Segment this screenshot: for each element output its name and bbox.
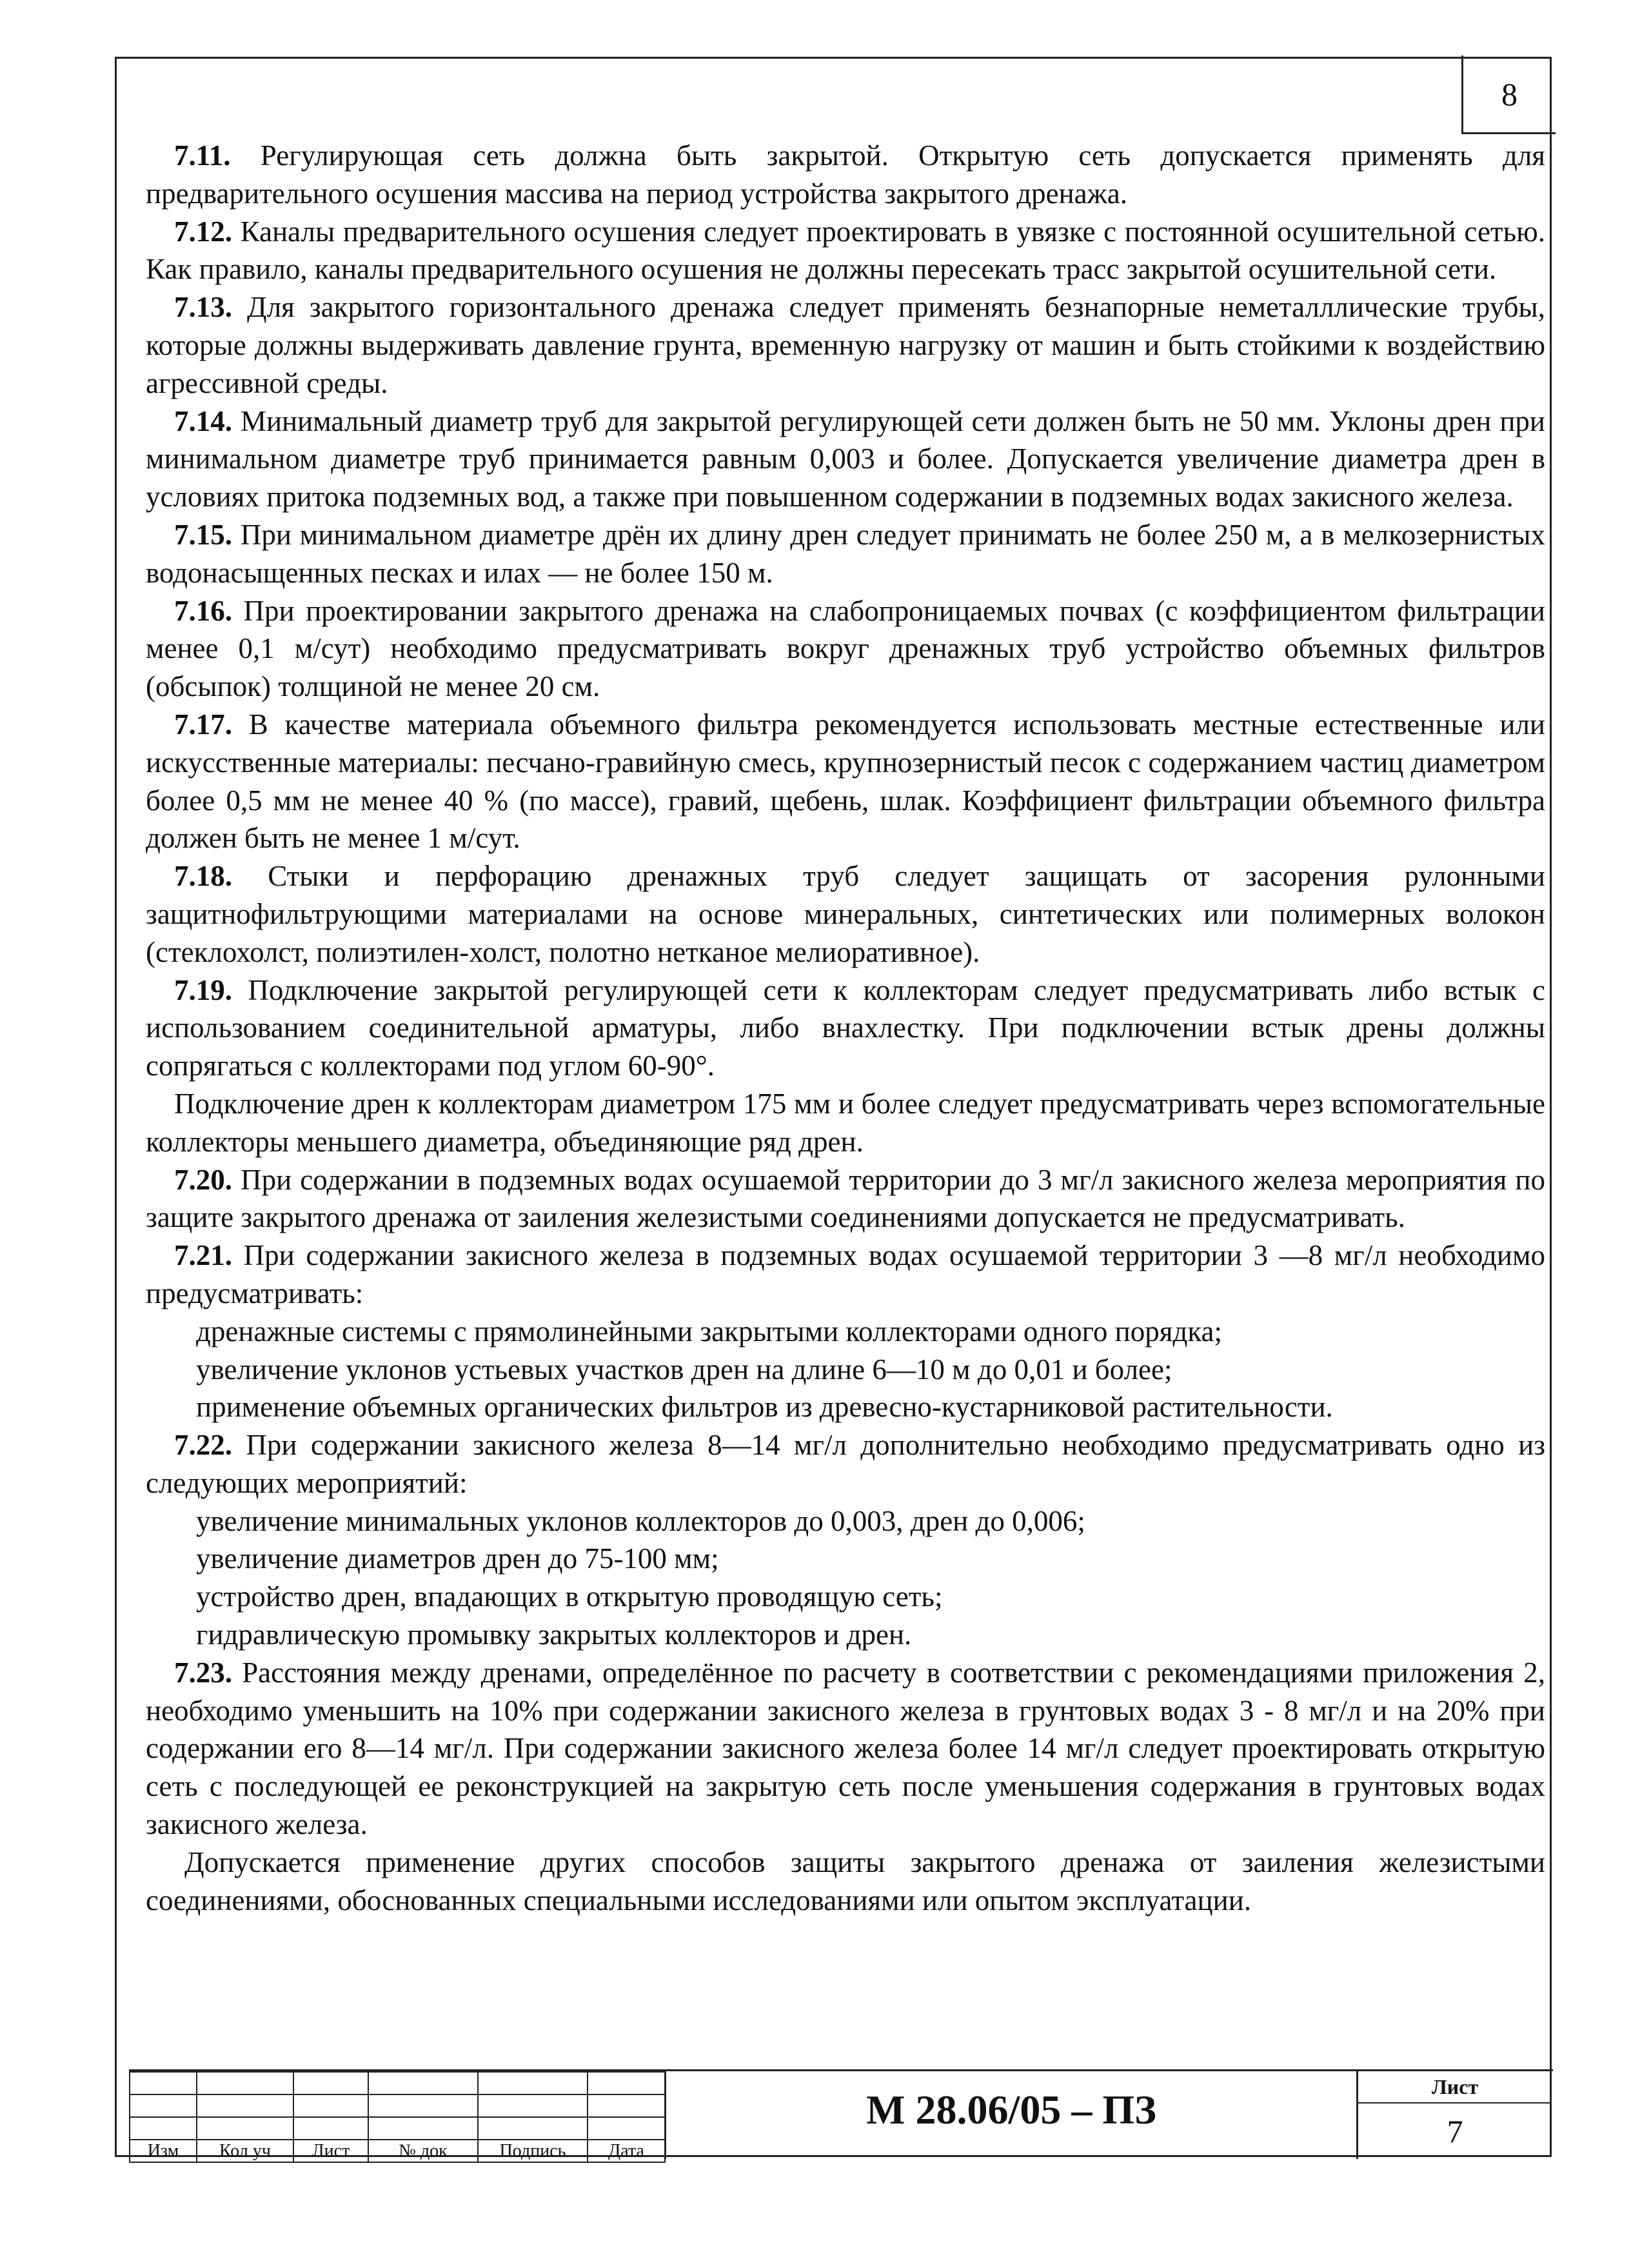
sheet-number: 7: [1447, 2113, 1463, 2149]
paragraph-7-13: [146, 288, 1545, 402]
list-item: увеличение диаметров дрен до 75-100 мм;: [196, 1542, 719, 1575]
clause-text: Стыки и перфорацию дренажных труб следует защищать от засорения рулонными защитнофильтрующими материалами на основе минеральных, синтетических или полимерных волокон (стеклохолст, полиэтилен-холст, полотно нетканое мелиоративное).: [146, 860, 1545, 968]
clause-number: 7.21.: [174, 1239, 232, 1272]
clause-number: 7.23.: [174, 1656, 232, 1689]
paragraph-7-19: [146, 971, 1545, 1085]
column-list: Лист: [293, 2140, 368, 2162]
paragraph-7-11: [146, 137, 1545, 213]
clause-text: Расстояния между дренами, определённое по расчету в соответствии с рекомендациями приложения 2, необходимо уменьшить на 10% при содержании закисного железа в грунтовых водах 3 - 8 мг/л и на 20% при содержании его 8—14 мг/л. При содержании закисного железа более 14 мг/л следует проектировать открытую сеть с последующей ее реконструкцией на закрытую сеть после уменьшения содержания в грунтовых водах закисного железа.: [146, 1656, 1545, 1841]
document-code: М 28.06/05 – ПЗ: [664, 2071, 1358, 2159]
list-item: дренажные системы с прямолинейными закрытыми коллекторами одного порядка;: [196, 1315, 1223, 1348]
paragraph-7-12: [146, 213, 1545, 289]
clause-number: 7.13.: [174, 291, 232, 324]
column-date: Дата: [588, 2140, 665, 2162]
document-body: [146, 137, 1545, 1919]
paragraph-7-16: [146, 592, 1545, 706]
paragraph-7-22: [146, 1426, 1545, 1502]
clause-number: 7.17.: [174, 708, 232, 741]
paragraph-final: Допускается применение других способов защиты закрытого дренажа от заиления железистыми соединениями, обоснованных специальными исследованиями или опытом эксплуатации.: [146, 1845, 1545, 1916]
column-signature: Подпись: [478, 2140, 588, 2162]
paragraph-7-19-continued: [146, 1085, 1545, 1161]
clause-text: При содержании закисного железа 8—14 мг/л дополнительно необходимо предусматривать одно из следующих мероприятий:: [146, 1429, 1545, 1499]
list-item: увеличение минимальных уклонов коллекторов до 0,003, дрен до 0,006;: [196, 1504, 1085, 1537]
clause-text: Для закрытого горизонтального дренажа следует применять безнапорные неметалллические трубы, которые должны выдерживать давление грунта, временную нагрузку от машин и быть стойкими к воздействию агрессивной среды.: [146, 291, 1545, 399]
list-item: применение объемных органических фильтров из древесно-кустарниковой растительности.: [196, 1391, 1333, 1424]
list-item: гидравлическую промывку закрытых коллекторов и дрен.: [196, 1618, 912, 1651]
column-kol-uch: Кол уч: [197, 2140, 293, 2162]
column-izm: Изм: [130, 2140, 197, 2162]
clause-number: 7.19.: [174, 973, 232, 1006]
clause-number: 7.15.: [174, 518, 232, 551]
clause-text: В качестве материала объемного фильтра рекомендуется использовать местные естественные или искусственные материалы: песчано-гравийную смесь, крупнозернистый песок с содержанием частиц диаметром более 0,5 мм не менее 40 % (по массе), гравий, щебень, шлак. Коэффициент фильтрации объемного фильтра должен быть не менее 1 м/сут.: [146, 708, 1545, 855]
clause-text: Регулирующая сеть должна быть закрытой. Открытую сеть допускается применять для предварительного осушения массива на период устройства закрытого дренажа.: [146, 139, 1545, 210]
paragraph-7-15: [146, 516, 1545, 592]
clause-text: Подключение закрытой регулирующей сети к коллекторам следует предусматривать либо встык с использованием соединительной арматуры, либо внахлестку. При подключении встык дрены должны сопрягаться с коллекторами под углом 60-90°.: [146, 973, 1545, 1082]
list-item: увеличение уклонов устьевых участков дрен на длине 6—10 м до 0,01 и более;: [196, 1353, 1172, 1386]
page-number-top: 8: [1461, 55, 1556, 134]
clause-number: 7.16.: [174, 594, 232, 627]
clause-number: 7.14.: [174, 404, 232, 437]
paragraph-7-21: [146, 1237, 1545, 1313]
paragraph-7-17: [146, 706, 1545, 857]
clause-text: При содержании закисного железа в подземных водах осушаемой территории 3 —8 мг/л необходимо предусматривать:: [146, 1239, 1545, 1309]
clause-text: Минимальный диаметр труб для закрытой регулирующей сети должен быть не 50 мм. Уклоны дрен при минимальном диаметре труб принимается равным 0,003 и более. Допускается увеличение диаметра дрен в условиях притока подземных вод, а также при повышенном содержании в подземных водах закисного железа.: [146, 404, 1545, 513]
clause-number: 7.22.: [174, 1429, 232, 1462]
paragraph-7-20: [146, 1161, 1545, 1237]
paragraph-7-23: [146, 1654, 1545, 1844]
column-doc-number: № док: [368, 2140, 478, 2162]
clause-number: 7.18.: [174, 860, 232, 893]
clause-text: Каналы предварительного осушения следует проектировать в увязке с постоянной осушительной сетью. Как правило, каналы предварительного осушения не должны пересекать трасс закрытой осушительной сети.: [146, 215, 1545, 286]
revision-table: [129, 2071, 666, 2163]
paragraph-7-14: [146, 403, 1545, 516]
clause-number: 7.20.: [174, 1163, 232, 1196]
title-block: [129, 2069, 1553, 2161]
sheet-label: Лист: [1358, 2071, 1552, 2104]
clause-text: При минимальном диаметре дрён их длину дрен следует принимать не более 250 м, а в мелкозернистых водонасыщенных песках и илах — не более 150 м.: [146, 518, 1545, 589]
clause-text: При содержании в подземных водах осушаемой территории до 3 мг/л закисного железа мероприятия по защите закрытого дренажа от заиления железистыми соединениями допускается не предусматривать.: [146, 1163, 1545, 1234]
clause-number: 7.11.: [174, 139, 231, 172]
clause-text: Подключение дрен к коллекторам диаметром 175 мм и более следует предусматривать через вспомогательные коллекторы меньшего диаметра, объединяющие ряд дрен.: [146, 1087, 1545, 1158]
list-item: устройство дрен, впадающих в открытую проводящую сеть;: [196, 1580, 943, 1613]
clause-text: При проектировании закрытого дренажа на слабопроницаемых почвах (с коэффициентом фильтрации менее 0,1 м/сут) необходимо предусматривать вокруг дренажных труб устройство объемных фильтров (обсыпок) толщиной не менее 20 см.: [146, 594, 1545, 703]
paragraph-7-18: [146, 857, 1545, 971]
clause-number: 7.12.: [174, 215, 232, 248]
